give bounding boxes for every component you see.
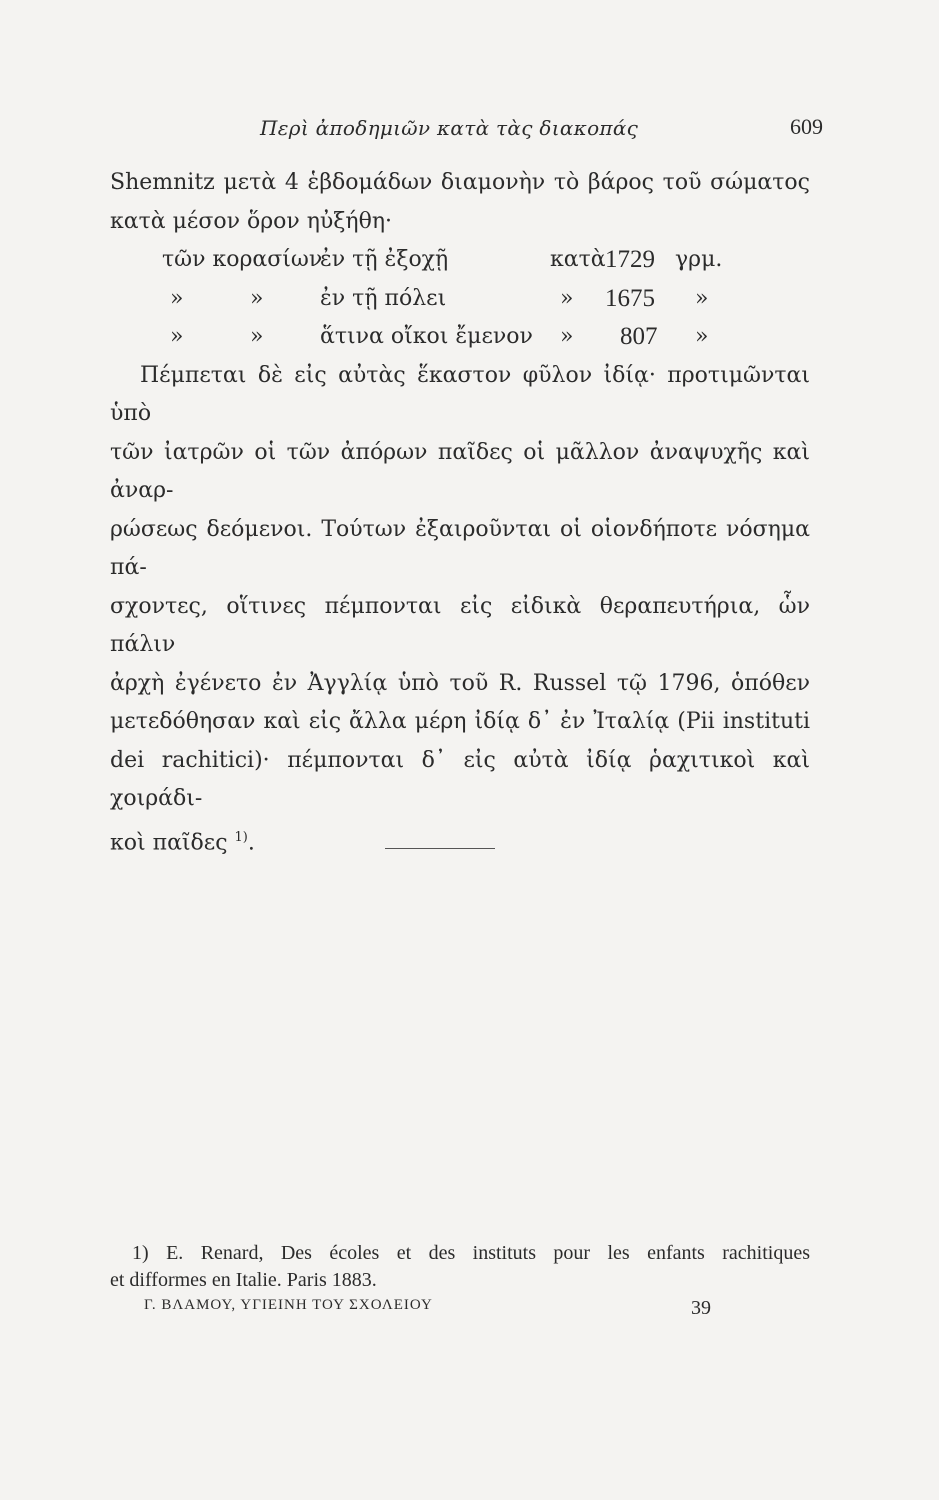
weight-table-row xyxy=(110,318,810,357)
table-cell: » xyxy=(560,324,574,349)
body-text xyxy=(110,164,810,862)
footnote-line: 1) E. Renard, Des écoles et des instituts pour les enfants rachitiques xyxy=(132,1242,810,1264)
body-line: ἀρχὴ ἐγένετο ἐν Ἀγγλίᾳ ὑπὸ τοῦ R. Russel τῷ 1796, ὁπόθεν xyxy=(110,670,810,696)
table-cell: ἅτινα οἴκοι ἔμενον xyxy=(320,324,533,349)
body-line: ρώσεως δεόμενοι. Τούτων ἐξαιροῦνται οἱ οἱονδήποτε νόσημα πά- xyxy=(110,516,810,580)
weight-table-row xyxy=(110,241,810,280)
table-cell: ἐν τῇ πόλει xyxy=(320,285,447,311)
body-line: Shemnitz μετὰ 4 ἑβδομάδων διαμονὴν τὸ βάρος τοῦ σώματος xyxy=(110,170,810,195)
printer-signature: Γ. ΒΛΑΜΟΥ, ΥΓΙΕΙΝΗ ΤΟΥ ΣΧΟΛΕΙΟΥ xyxy=(144,1297,433,1313)
table-cell: » xyxy=(695,285,709,311)
body-line: Πέμπεται δὲ εἰς αὐτὰς ἕκαστον φῦλον ἰδίᾳ· προτιμῶνται ὑπὸ xyxy=(110,362,810,426)
running-head: Περὶ ἀποδημιῶν κατὰ τὰς διακοπάς xyxy=(260,116,639,140)
sheet-number: 39 xyxy=(691,1297,711,1319)
section-divider xyxy=(385,848,495,849)
body-last-line: κοὶ παῖδες $^{1)}$. xyxy=(110,829,255,855)
footnote xyxy=(110,1240,810,1294)
body-line: dei rachitici)· πέμπονται δ᾽ εἰς αὐτὰ ἰδίᾳ ῥαχιτικοὶ καὶ χοιράδι- xyxy=(110,747,810,811)
weight-table-row xyxy=(110,280,810,319)
body-line: μετεδόθησαν καὶ εἰς ἄλλα μέρη ἰδίᾳ δ᾽ ἐν Ἰταλίᾳ (Pii instituti xyxy=(110,709,810,734)
table-cell: » xyxy=(170,324,184,349)
table-cell: 1675 xyxy=(605,284,655,312)
body-line: σχοντες, οἵτινες πέμπονται εἰς εἰδικὰ θεραπευτήρια, ὧν πάλιν xyxy=(110,593,810,657)
table-cell: » xyxy=(250,285,264,311)
table-cell: ἐν τῇ ἐξοχῇ xyxy=(320,247,449,272)
table-cell: » xyxy=(170,285,184,311)
body-line: τῶν ἰατρῶν οἱ τῶν ἀπόρων παῖδες οἱ μᾶλλον ἀναψυχῆς καὶ ἀναρ- xyxy=(110,439,810,503)
table-cell: » xyxy=(560,285,574,311)
table-cell: 807 xyxy=(620,323,658,350)
table-cell: κατὰ xyxy=(550,247,606,272)
body-line: κατὰ μέσον ὅρον ηὐξήθη· xyxy=(110,208,393,234)
body-line-text: κοὶ παῖδες xyxy=(110,829,228,855)
table-cell: 1729 xyxy=(605,246,655,273)
footnote-line: et difformes en Italie. Paris 1883. xyxy=(110,1269,377,1291)
page-number: 609 xyxy=(790,114,823,139)
table-cell: γρμ. xyxy=(675,247,723,272)
table-cell: τῶν κορασίων xyxy=(162,247,323,272)
footnote-reference[interactable]: 1) xyxy=(234,829,248,845)
table-cell: » xyxy=(695,324,709,349)
table-cell: » xyxy=(250,324,264,349)
